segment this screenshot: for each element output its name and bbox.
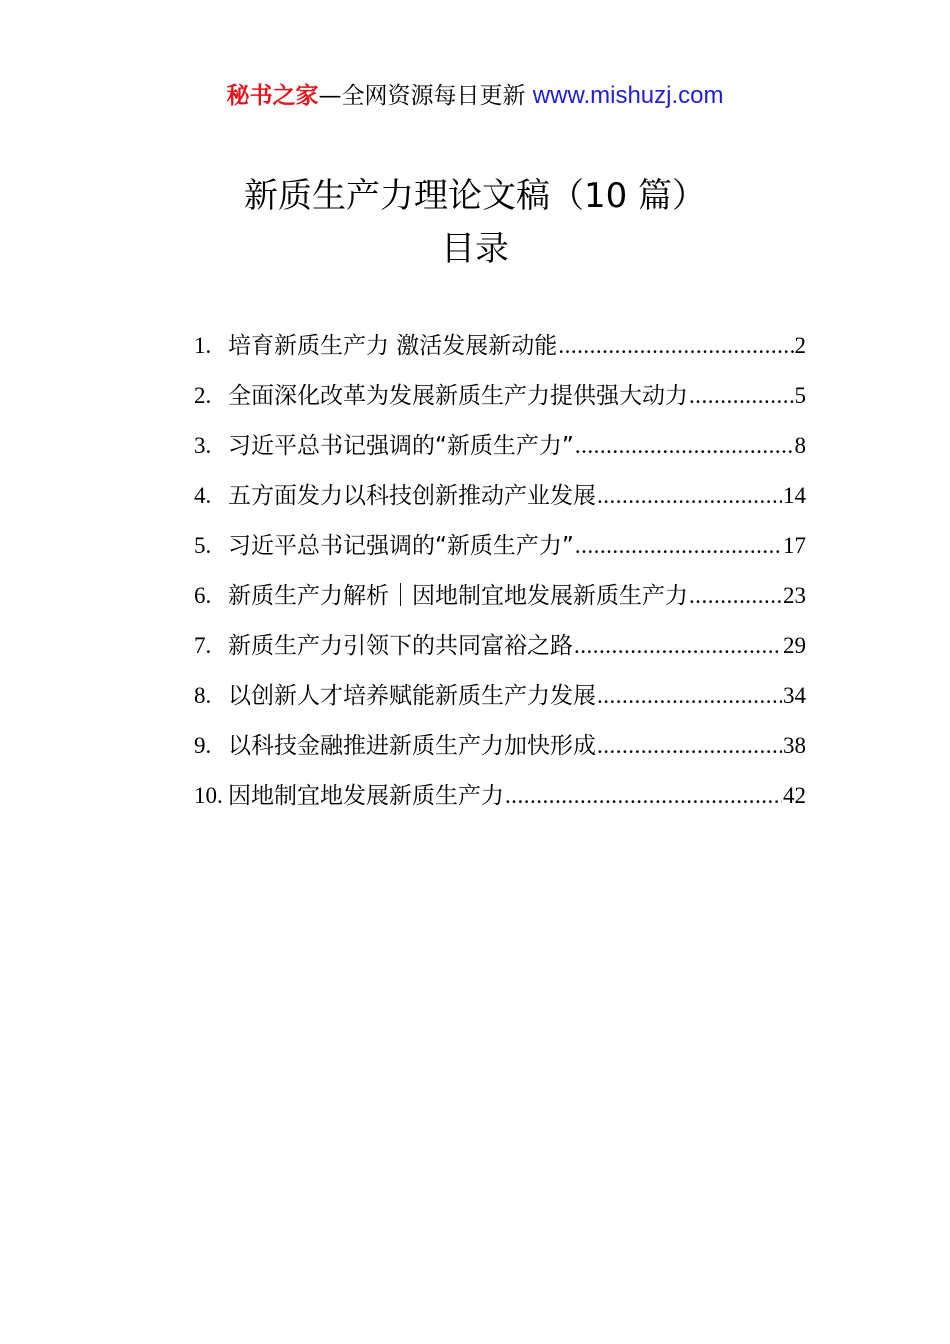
toc-entry-page: 23 (783, 583, 806, 608)
toc-entry-7[interactable] (194, 626, 806, 676)
toc-entry-page: 14 (783, 483, 806, 508)
toc-entry-4[interactable] (194, 476, 806, 526)
toc-entry-5[interactable] (194, 526, 806, 576)
toc-dot-leader (505, 776, 782, 816)
header-tagline: —全网资源每日更新 (318, 83, 526, 109)
toc-entry-6[interactable] (194, 576, 806, 626)
toc-entry-title: 因地制宜地发展新质生产力 (228, 783, 504, 809)
toc-dot-leader (597, 726, 782, 766)
toc-entry-number: 9. (194, 733, 212, 758)
toc-entry-number: 6. (194, 583, 212, 608)
brand-name: 秘书之家 (226, 83, 319, 109)
document-title: 新质生产力理论文稿（10 篇） (243, 176, 707, 216)
toc-entry-page: 34 (783, 683, 806, 708)
toc-entry-title: 全面深化改革为发展新质生产力提供强大动力 (228, 383, 688, 409)
toc-dot-leader (574, 626, 782, 666)
toc-dot-leader (575, 526, 782, 566)
toc-entry-number: 5. (194, 533, 212, 558)
toc-entry-8[interactable] (194, 676, 806, 726)
toc-entry-number: 10. (194, 783, 223, 808)
toc-entry-1[interactable] (194, 326, 806, 376)
toc-dot-leader (689, 576, 782, 616)
toc-entry-3[interactable] (194, 426, 806, 476)
toc-entry-10[interactable] (194, 776, 806, 826)
toc-entry-number: 7. (194, 633, 212, 658)
toc-entry-title: 习近平总书记强调的“新质生产力” (228, 533, 574, 559)
table-of-contents (194, 326, 806, 826)
site-url-link[interactable]: www.mishuzj.com (532, 82, 724, 109)
toc-entry-title: 习近平总书记强调的“新质生产力” (228, 433, 574, 459)
toc-entry-title: 新质生产力引领下的共同富裕之路 (228, 633, 573, 659)
toc-entry-title: 以创新人才培养赋能新质生产力发展 (228, 683, 596, 709)
toc-dot-leader (597, 476, 782, 516)
toc-entry-page: 8 (794, 433, 806, 458)
toc-dot-leader (597, 676, 782, 716)
toc-entry-number: 8. (194, 683, 212, 708)
toc-heading: 目录 (441, 229, 509, 269)
toc-entry-title: 培育新质生产力 激活发展新动能 (228, 333, 558, 359)
toc-entry-9[interactable] (194, 726, 806, 776)
toc-entry-page: 5 (794, 383, 806, 408)
toc-entry-number: 2. (194, 383, 212, 408)
toc-entry-page: 29 (783, 633, 806, 658)
toc-entry-2[interactable] (194, 376, 806, 426)
toc-entry-title: 新质生产力解析｜因地制宜地发展新质生产力 (228, 583, 688, 609)
toc-entry-title: 以科技金融推进新质生产力加快形成 (228, 733, 596, 759)
toc-entry-page: 42 (783, 783, 806, 808)
site-header (0, 80, 950, 112)
toc-entry-page: 2 (794, 333, 806, 358)
toc-dot-leader (575, 426, 794, 466)
toc-entry-title: 五方面发力以科技创新推动产业发展 (228, 483, 596, 509)
toc-entry-number: 1. (194, 333, 212, 358)
toc-entry-page: 17 (783, 533, 806, 558)
toc-entry-number: 3. (194, 433, 212, 458)
toc-entry-page: 38 (783, 733, 806, 758)
toc-dot-leader (558, 326, 793, 366)
toc-dot-leader (689, 376, 794, 416)
toc-entry-number: 4. (194, 483, 212, 508)
